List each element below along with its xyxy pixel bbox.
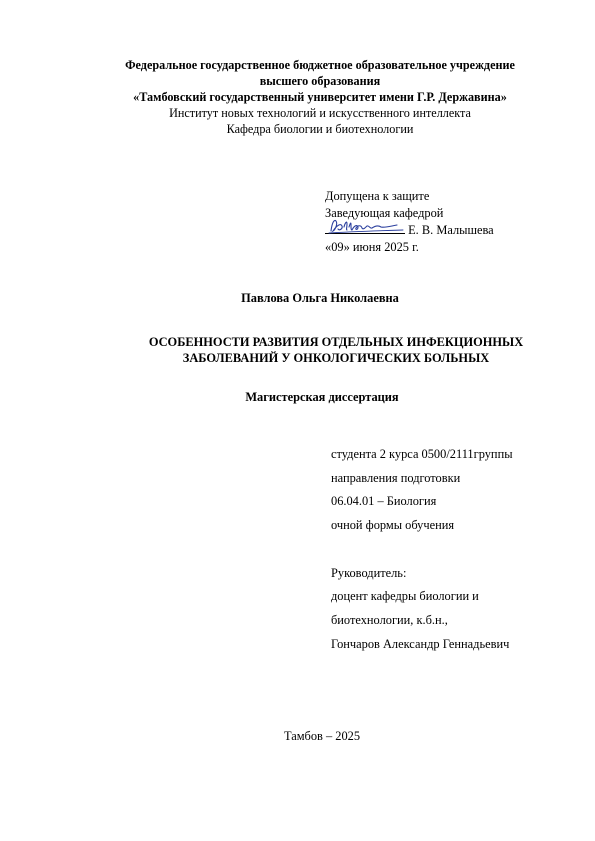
spacer [331,538,513,562]
student-info-block [331,443,513,656]
approval-block [325,188,494,255]
thesis-title-line-2: ЗАБОЛЕВАНИЙ У ОНКОЛОГИЧЕСКИХ БОЛЬНЫХ [182,351,490,365]
supervisor-name: Гончаров Александр Геннадьевич [331,636,510,651]
signature-row [325,221,494,239]
student-line-4: очной формы обучения [331,518,455,533]
thesis-title-line-1: ОСОБЕННОСТИ РАЗВИТИЯ ОТДЕЛЬНЫХ ИНФЕКЦИОННЫХ [148,335,524,349]
header-line-1: Федеральное государственное бюджетное образовательное учреждение [125,58,515,72]
supervisor-line-1: доцент кафедры биологии и [331,589,479,604]
signature-icon [325,215,407,237]
thesis-type: Магистерская диссертация [245,390,399,404]
signature-line [325,221,405,234]
approval-line-1: Допущена к защите [325,189,430,203]
header-line-2: высшего образования [259,74,381,88]
author-name: Павлова Ольга Николаевна [241,291,399,305]
supervisor-line-2: биотехнологии, к.б.н., [331,612,448,627]
university-name: «Тамбовский государственный университет имени Г.Р. Державина» [133,90,507,104]
supervisor-label: Руководитель: [331,565,407,580]
approval-line-2: Заведующая кафедрой [325,205,444,220]
student-line-2: направления подготовки [331,470,461,485]
student-line-1: студента 2 курса 0500/2111группы [331,447,513,461]
department-name: Кафедра биологии и биотехнологии [226,122,414,136]
department-head-name: Е. В. Малышева [405,223,494,237]
student-line-3: 06.04.01 – Биология [331,494,437,509]
thesis-title [0,334,595,366]
institute-name: Институт новых технологий и искусственного интеллекта [169,106,471,120]
institution-header [0,57,595,137]
approval-date: «09» июня 2025 г. [325,239,419,254]
city-year: Тамбов – 2025 [283,729,361,743]
